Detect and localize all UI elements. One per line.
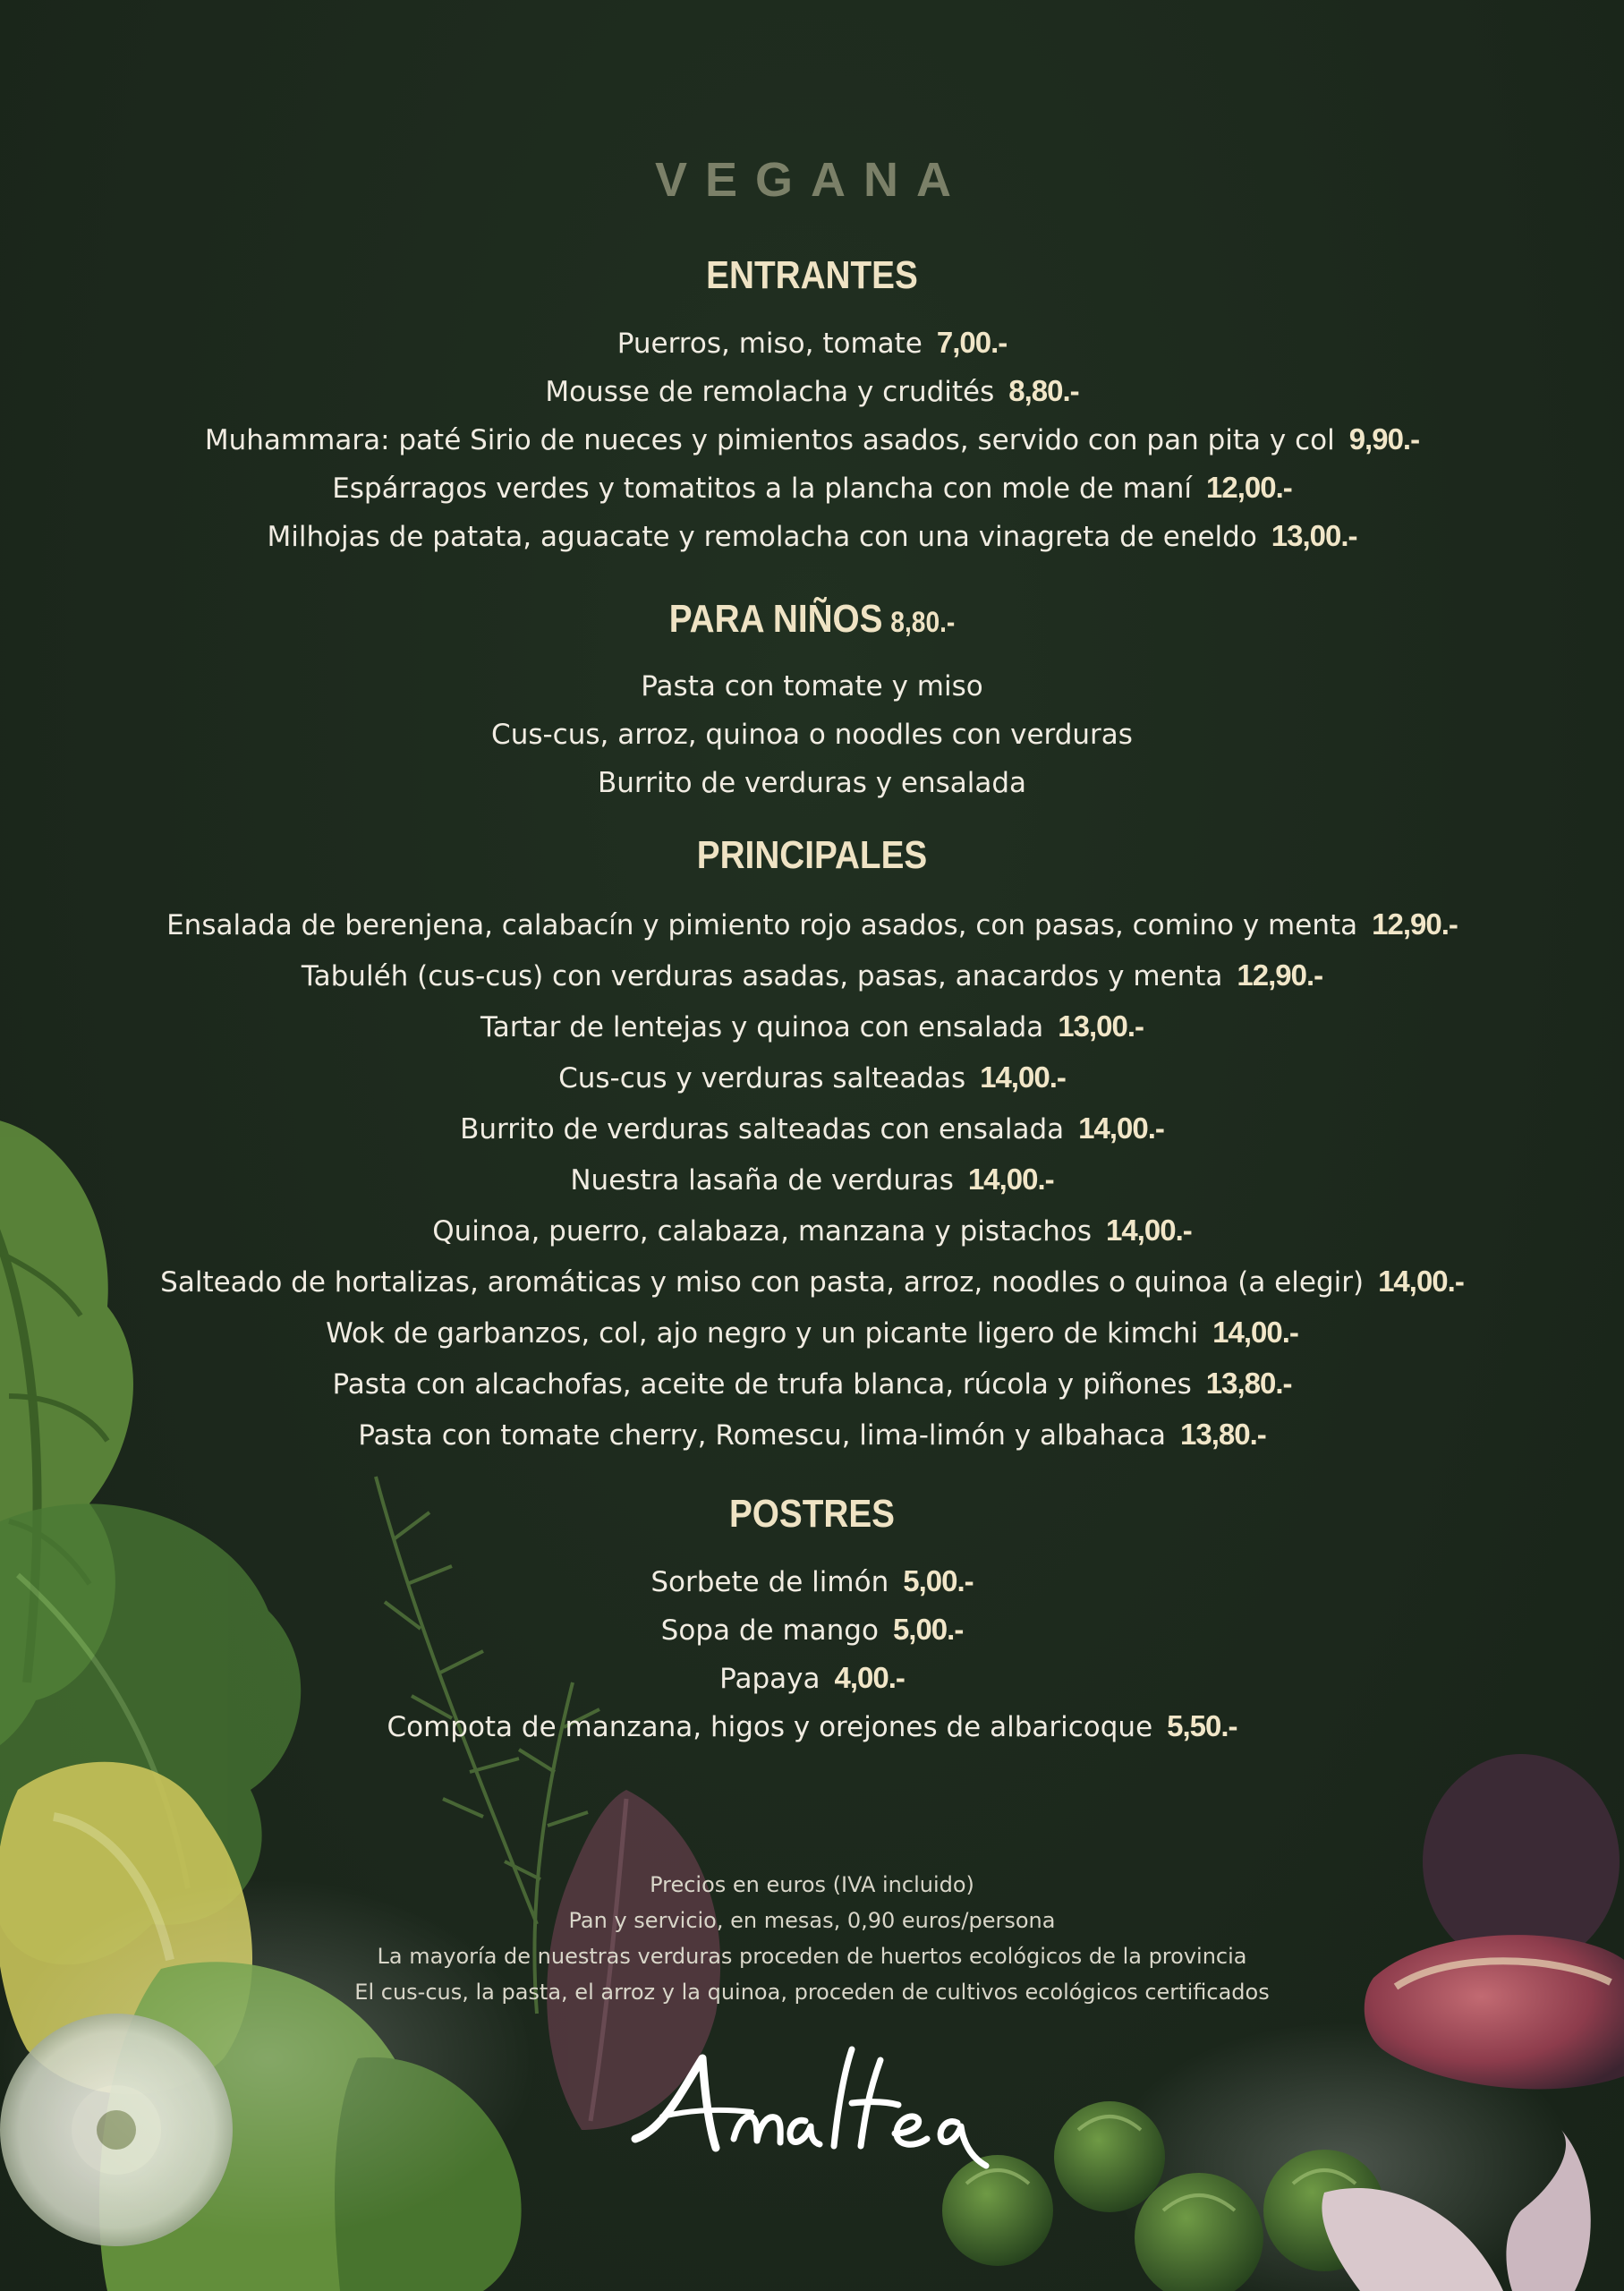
- item-price: 13,80.-: [1179, 1418, 1266, 1451]
- section-para-ninos: [0, 592, 1624, 807]
- menu-item: [0, 512, 1624, 560]
- menu-item: [0, 1307, 1624, 1358]
- item-price: 5,50.-: [1167, 1709, 1237, 1742]
- item-name: Salteado de hortalizas, aromáticas y miso con pasta, arroz, noodles o quinoa (a elegir): [160, 1266, 1365, 1299]
- section-heading: [98, 829, 1526, 882]
- item-name: Wok de garbanzos, col, ajo negro y un picante ligero de kimchi: [326, 1317, 1199, 1350]
- section-heading-text: ENTRANTES: [706, 253, 918, 297]
- item-name: Ensalada de berenjena, calabacín y pimiento rojo asados, con pasas, comino y menta: [166, 909, 1358, 941]
- section-heading: [98, 592, 1526, 646]
- menu-item: [0, 950, 1624, 1001]
- note-bread-service: Pan y servicio, en mesas, 0,90 euros/persona: [568, 1908, 1056, 1933]
- section-heading-text: POSTRES: [728, 1492, 896, 1536]
- section-principales: [0, 829, 1624, 1460]
- menu-item: [0, 1103, 1624, 1154]
- item-price: 9,90.-: [1348, 422, 1420, 456]
- section-heading: [98, 249, 1526, 302]
- menu-items: [0, 899, 1624, 1460]
- item-name: Compota de manzana, higos y orejones de albaricoque: [387, 1711, 1153, 1743]
- item-name: Cus-cus y verduras salteadas: [558, 1062, 966, 1094]
- menu-item: [0, 1605, 1624, 1654]
- menu-item: [0, 415, 1624, 464]
- item-price: 14,00.-: [1378, 1265, 1464, 1298]
- menu-item: [0, 1154, 1624, 1205]
- section-heading-price: 8,80.-: [890, 606, 956, 638]
- item-name: Pasta con alcachofas, aceite de trufa blanca, rúcola y piñones: [332, 1368, 1192, 1401]
- menu-item: [0, 662, 1624, 711]
- item-name: Espárragos verdes y tomatitos a la plancha con mole de maní: [332, 473, 1193, 505]
- menu-item: [0, 1702, 1624, 1750]
- item-name: Nuestra lasaña de verduras: [570, 1164, 954, 1197]
- item-name: Cus-cus, arroz, quinoa o noodles con verduras: [491, 719, 1133, 751]
- menu-item: [0, 1256, 1624, 1307]
- item-name: Mousse de remolacha y crudités: [545, 376, 995, 408]
- item-price: 13,80.-: [1205, 1367, 1292, 1400]
- item-price: 7,00.-: [936, 326, 1008, 359]
- item-price: 5,00.-: [903, 1564, 974, 1597]
- item-name: Tabuléh (cus-cus) con verduras asadas, pasas, anacardos y menta: [301, 960, 1223, 992]
- menu-item: [0, 1205, 1624, 1256]
- menu-items: [0, 319, 1624, 560]
- item-name: Milhojas de patata, aguacate y remolacha con una vinagreta de eneldo: [267, 521, 1257, 553]
- footer-notes: [0, 1867, 1624, 2010]
- menu-item: [0, 1001, 1624, 1052]
- menu-item: [0, 899, 1624, 950]
- note-ecological-crops: El cus-cus, la pasta, el arroz y la quinoa, proceden de cultivos ecológicos certificados: [354, 1980, 1270, 2005]
- item-price: 5,00.-: [892, 1613, 964, 1646]
- item-name: Pasta con tomate y miso: [641, 670, 983, 703]
- menu-item: [0, 1557, 1624, 1605]
- menu-item: [0, 1654, 1624, 1702]
- menu-item: [0, 1052, 1624, 1103]
- amaltea-script-logo: [626, 2040, 1002, 2184]
- menu-item: [0, 367, 1624, 415]
- menu-item: [0, 1409, 1624, 1460]
- menu-item: [0, 759, 1624, 807]
- section-entrantes: [0, 249, 1624, 560]
- note-vegetables-origin: La mayoría de nuestras verduras proceden de huertos ecológicos de la provincia: [377, 1944, 1247, 1969]
- menu-items: [0, 662, 1624, 807]
- item-price: 14,00.-: [980, 1060, 1066, 1094]
- section-heading-text: PRINCIPALES: [696, 833, 928, 877]
- item-price: 14,00.-: [967, 1163, 1054, 1196]
- item-name: Puerros, miso, tomate: [616, 328, 923, 360]
- menu-items: [0, 1557, 1624, 1750]
- item-price: 12,90.-: [1237, 958, 1323, 992]
- menu-item: [0, 319, 1624, 367]
- item-name: Sopa de mango: [660, 1614, 879, 1647]
- item-price: 14,00.-: [1212, 1316, 1298, 1349]
- item-name: Quinoa, puerro, calabaza, manzana y pistachos: [432, 1215, 1093, 1248]
- item-price: 13,00.-: [1058, 1009, 1144, 1043]
- item-price: 14,00.-: [1106, 1214, 1192, 1247]
- note-prices: Precios en euros (IVA incluido): [650, 1872, 974, 1897]
- item-name: Muhammara: paté Sirio de nueces y pimientos asados, servido con pan pita y col: [204, 424, 1335, 456]
- section-postres: [0, 1487, 1624, 1750]
- item-name: Papaya: [719, 1663, 821, 1695]
- menu-item: [0, 711, 1624, 759]
- item-price: 13,00.-: [1271, 519, 1357, 552]
- section-heading: [98, 1487, 1526, 1541]
- menu-title: VEGANA: [654, 153, 970, 207]
- item-name: Tartar de lentejas y quinoa con ensalada: [480, 1011, 1044, 1043]
- menu-item: [0, 1358, 1624, 1409]
- item-name: Sorbete de limón: [650, 1566, 889, 1598]
- item-price: 12,00.-: [1206, 471, 1292, 504]
- section-heading-text: PARA NIÑOS: [668, 597, 883, 641]
- item-name: Burrito de verduras y ensalada: [597, 767, 1027, 799]
- item-price: 14,00.-: [1078, 1111, 1164, 1145]
- item-price: 4,00.-: [834, 1661, 905, 1694]
- menu-item: [0, 464, 1624, 512]
- item-price: 12,90.-: [1372, 907, 1458, 941]
- item-name: Burrito de verduras salteadas con ensalada: [460, 1113, 1065, 1146]
- item-price: 8,80.-: [1008, 374, 1079, 407]
- item-name: Pasta con tomate cherry, Romescu, lima-limón y albahaca: [358, 1419, 1166, 1452]
